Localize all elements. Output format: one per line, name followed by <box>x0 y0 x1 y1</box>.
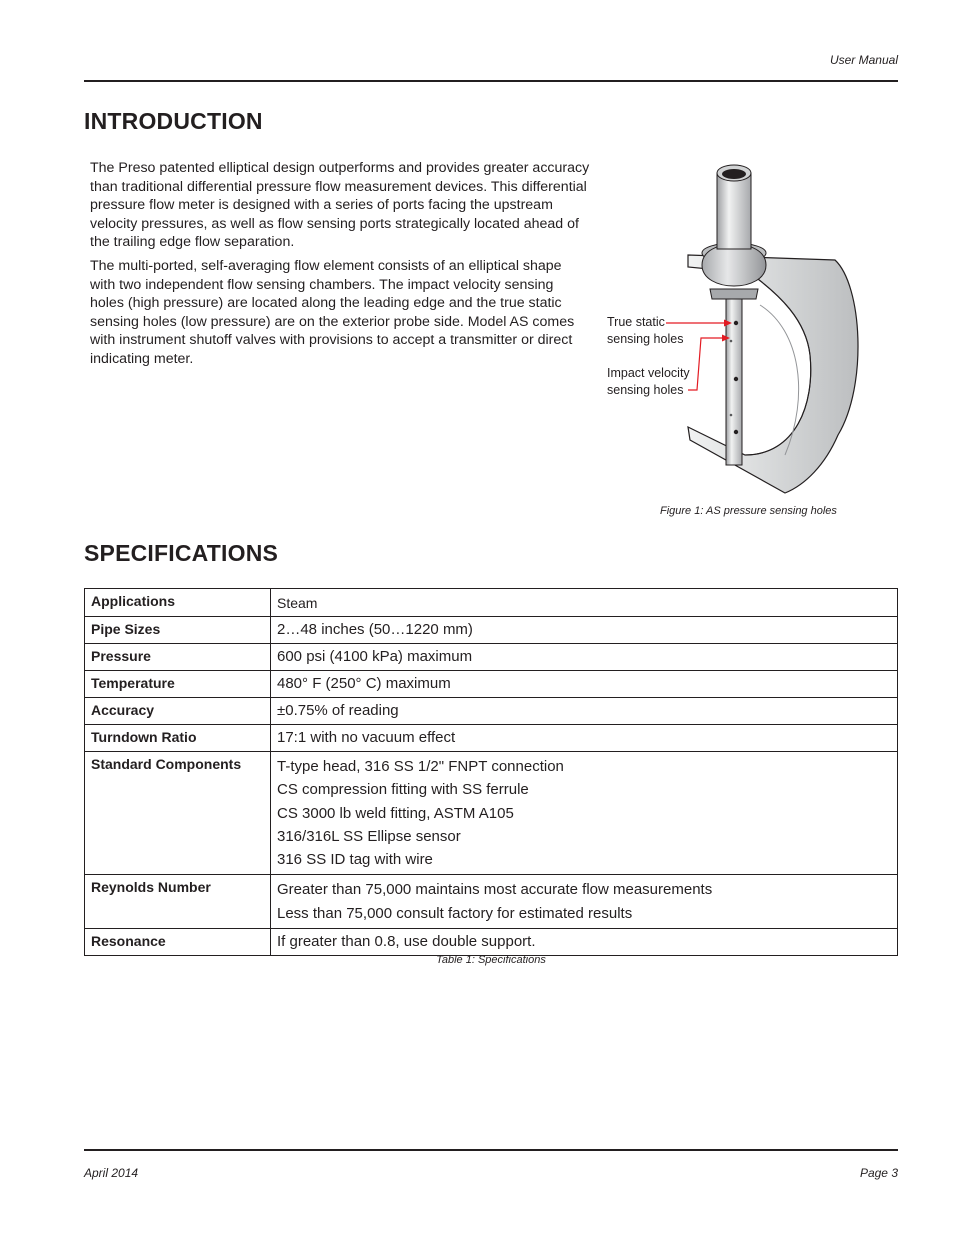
table-row <box>85 617 898 644</box>
spec-key: Standard Components <box>85 752 271 875</box>
spec-key: Applications <box>85 589 271 617</box>
table-row <box>85 752 898 875</box>
spec-value <box>271 644 898 671</box>
true-static-label <box>607 314 683 348</box>
label-line: sensing holes <box>607 332 684 346</box>
specifications-table <box>84 588 898 956</box>
introduction-paragraph: The Preso patented elliptical design outperforms and provides greater accuracy than traditional differential pressure flow measurement devices. This differential pressure flow meter is designed with a series of ports facing the upstream velocity pressures, as well as flow sensing ports strategically located ahead of the trailing edge flow separation. <box>90 160 590 251</box>
table-row <box>85 589 898 617</box>
spec-value-line: 316/316L SS Ellipse sensor <box>277 827 461 845</box>
spec-key: Pipe Sizes <box>85 617 271 644</box>
spec-value-line: 480° F (250° C) maximum <box>277 675 451 692</box>
spec-value <box>271 671 898 698</box>
document-header-title: User Manual <box>829 53 898 67</box>
spec-key: Reynolds Number <box>85 875 271 929</box>
footer-date: April 2014 <box>84 1166 139 1180</box>
spec-value <box>271 752 898 875</box>
spec-value-line: If greater than 0.8, use double support. <box>277 933 536 951</box>
spec-value-line: CS compression fitting with SS ferrule <box>277 781 529 799</box>
table-caption: Table 1: Specifications <box>436 954 546 966</box>
label-line: sensing holes <box>607 383 684 397</box>
spec-value-line: Less than 75,000 consult factory for estimated results <box>277 904 633 922</box>
table-row <box>85 875 898 929</box>
introduction-body <box>90 159 590 374</box>
spec-key: Pressure <box>85 644 271 671</box>
spec-value-line: 2…48 inches (50…1220 mm) <box>277 621 473 638</box>
figure-caption: Figure 1: AS pressure sensing holes <box>660 505 837 517</box>
spec-value <box>271 698 898 725</box>
sensing-holes-figure <box>600 155 870 500</box>
footer-divider <box>84 1149 898 1151</box>
introduction-heading: INTRODUCTION <box>84 108 263 134</box>
footer-page-number: Page 3 <box>859 1166 898 1180</box>
spec-key: Temperature <box>85 671 271 698</box>
spec-value-line: Greater than 75,000 maintains most accurate flow measurements <box>277 881 713 899</box>
label-line: True static <box>607 315 665 329</box>
table-row <box>85 929 898 956</box>
spec-value-line: Steam <box>277 595 318 611</box>
spec-key: Resonance <box>85 929 271 956</box>
spec-value-line: 316 SS ID tag with wire <box>277 851 433 869</box>
spec-value <box>271 929 898 956</box>
table-row <box>85 644 898 671</box>
table-row <box>85 725 898 752</box>
impact-velocity-label <box>607 365 690 399</box>
spec-key: Accuracy <box>85 698 271 725</box>
introduction-paragraph: The multi-ported, self-averaging flow element consists of an elliptical shape with two independent flow sensing chambers. The impact velocity sensing holes (high pressure) are located along the leading edge and the true static sensing holes (low pressure) are on the exterior probe side. Model AS comes with instrument shutoff valves with provisions to accept a transmitter or direct indicating meter. <box>90 257 575 367</box>
spec-value-line: 17:1 with no vacuum effect <box>277 729 456 746</box>
table-row <box>85 671 898 698</box>
label-line: Impact velocity <box>607 366 690 380</box>
header-divider <box>84 80 898 82</box>
spec-value <box>271 875 898 929</box>
spec-value-line: 600 psi (4100 kPa) maximum <box>277 648 473 665</box>
spec-value <box>271 725 898 752</box>
spec-value-line: ±0.75% of reading <box>277 702 399 719</box>
spec-value <box>271 589 898 617</box>
specifications-heading: SPECIFICATIONS <box>84 540 279 566</box>
spec-value <box>271 617 898 644</box>
spec-value-line: T-type head, 316 SS 1/2" FNPT connection <box>277 758 564 775</box>
spec-value-line: CS 3000 lb weld fitting, ASTM A105 <box>277 804 514 822</box>
table-row <box>85 698 898 725</box>
spec-key: Turndown Ratio <box>85 725 271 752</box>
